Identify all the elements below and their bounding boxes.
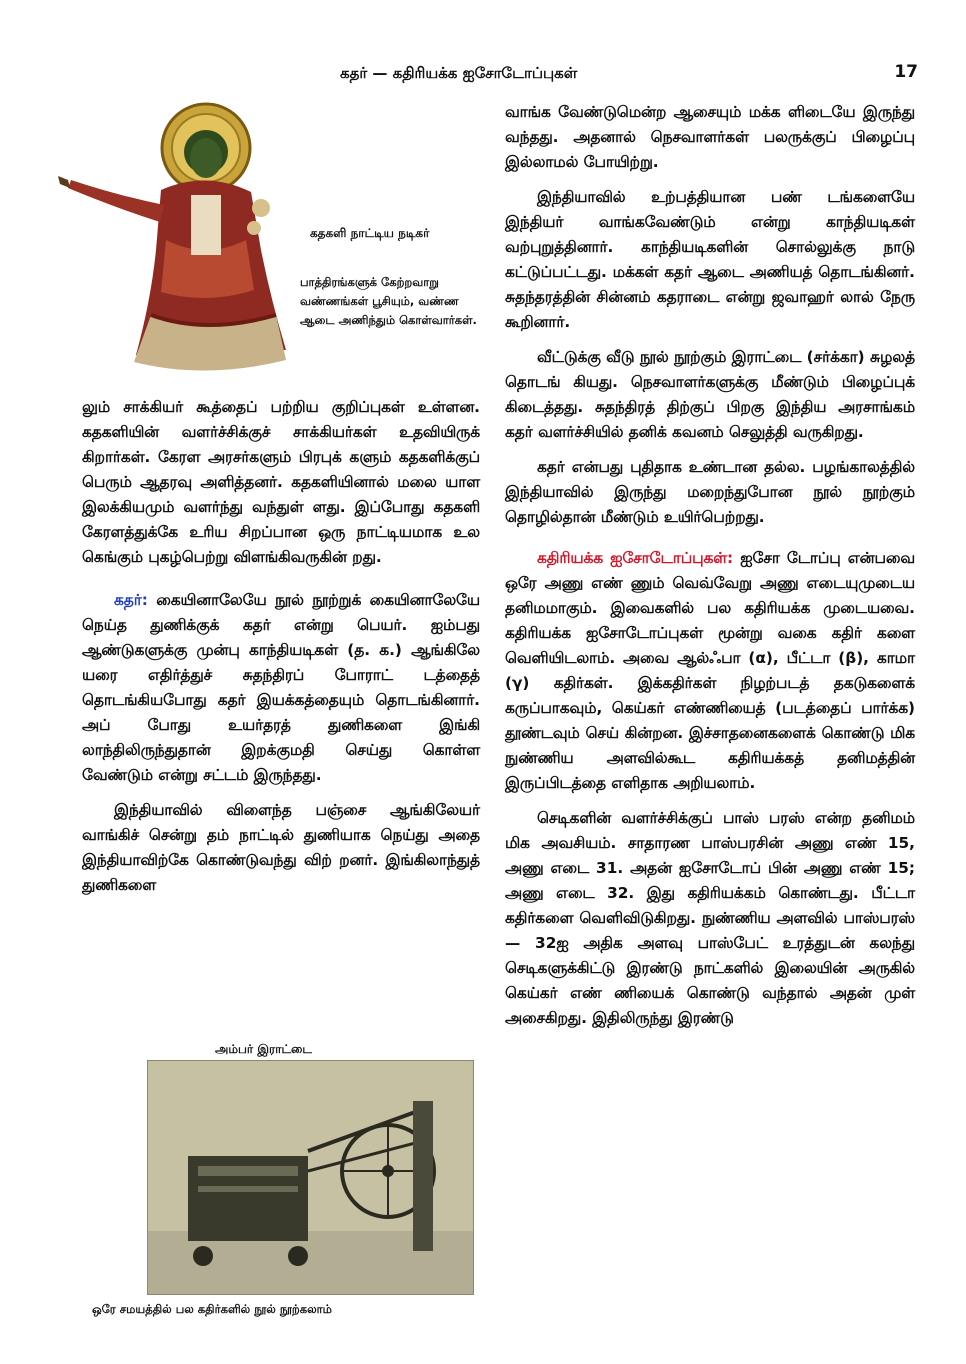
isotopes-keyword: கதிரியக்க ஐசோடோப்புகள்: [537, 549, 734, 567]
right-paragraph-2: இந்தியாவில் உற்பத்தியான பண் டங்களையே இந்தியர் வாங்கவேண்டும் என்று காந்தியடிகள் வற்புறுத்தினார். காந்தியடிகளின் சொல்லுக்கு நாடு கட்டுப்பட்டது. மக்கள் கதர் ஆடை அணியத் தொடங்கினர். சுதந்தரத்தின் சின்னம் கதராடை என்று ஜவாஹர் லால் நேரு கூறினார். [505, 188, 915, 331]
dancer-caption-description: பாத்திரங்களுக் கேற்றவாறு வண்ணங்கள் பூசியும், வண்ண ஆடை அணிந்தும் கொள்வார்கள். [300, 275, 477, 327]
left-column [82, 395, 480, 908]
right-paragraph-3: வீட்டுக்கு வீடு நூல் நூற்கும் இராட்டை (சர்க்கா) சுழலத் தொடங் கியது. நெசவாளர்களுக்கு மீண்டும் பிழைப்புக் கிடைத்தது. சுதந்திரத் திற்குப் பிறகு இந்திய அரசாங்கம் கதர் வளர்ச்சியில் தனிக் கவனம் செலுத்தி வருகிறது. [505, 348, 915, 441]
right-paragraph-4: கதர் என்பது புதிதாக உண்டான தல்ல. பழங்காலத்தில் இந்தியாவில் இருந்து மறைந்துபோன நூல் நூற்கும் தொழில்தான் மீண்டும் உயிர்பெற்றது. [505, 458, 915, 526]
page-header-title: கதர் — கதிரியக்க ஐசோடோப்புகள் [340, 64, 578, 82]
right-column [505, 100, 915, 1041]
isotopes-paragraph-text: ஐசோ டோப்பு என்பவை ஒரே அணு எண் ணும் வெவ்வேறு அணு எடையுமுடைய தனிமமாகும். இவைகளில் பல கதிரியக்க முடையவை. கதிரியக்க ஐசோடோப்புகள் மூன்று வகை கதிர் களை வெளியிடலாம். அவை ஆல்ஃபா (α), பீட்டா (β), காமா (γ) கதிர்கள். இக்கதிர்கள் நிழற்படத் தகடுகளைக் கருப்பாகவும், கெய்கர் எண்ணியைத் (படத்தைப் பார்க்க) தூண்டவும் செய் கின்றன. இச்சாதனைகளைக் கொண்டு மிக நுண்ணிய அளவில்கூட கதிரியக்கத் தனிமத்தின் இருப்பிடத்தை எளிதாக அறியலாம். [505, 549, 915, 792]
left-paragraph-1: லும் சாக்கியர் கூத்தைப் பற்றிய குறிப்புகள் உள்ளன. கதகளியின் வளர்ச்சிக்குச் சாக்கியர்கள் உதவியிருக் கிறார்கள். கேரள அரசர்களும் பிரபுக் களும் கதகளிக்குப் பெரும் ஆதரவு அளித்தனர். கதகளியினால் மலை யாள இலக்கியமும் வளர்ந்து வந்துள் ளது. இப்போது கதகளி கேரளத்துக்கே உரிய சிறப்பான ஒரு நாட்டியமாக உல கெங்கும் புகழ்பெற்று விளங்கிவருகின் றது. [82, 398, 480, 566]
charkha-caption-bottom: ஒரே சமயத்தில் பல கதிர்களில் நூல் நூற்கலாம் [92, 1302, 332, 1316]
khadi-paragraph-text: கையினாலேயே நூல் நூற்றுக் கையினாலேயே நெய்த துணிக்குக் கதர் என்று பெயர். ஐம்பது ஆண்டுகளுக்கு முன்பு காந்தியடிகள் (த. க.) ஆங்கிலே யரை எதிர்த்துச் சுதந்திரப் போராட் டத்தைத் தொடங்கியபோது கதர் இயக்கத்தையும் தொடங்கினார். அப் போது உயர்தரத் துணிகளை இங்கி லாந்திலிருந்துதான் இறக்குமதி செய்து கொள்ள வேண்டும் என்று சட்டம் இருந்தது. [82, 591, 480, 784]
kathakali-dancer-image [56, 100, 296, 385]
right-paragraph-1: வாங்க வேண்டுமென்ற ஆசையும் மக்க ளிடையே இருந்து வந்தது. அதனால் நெசவாளர்கள் பலருக்குப் பிழைப்பு இல்லாமல் போயிற்று. [505, 103, 915, 171]
page-number: 17 [894, 62, 918, 82]
khadi-keyword: கதர்: [114, 591, 148, 609]
left-paragraph-3: இந்தியாவில் விளைந்த பஞ்சை ஆங்கிலேயர் வாங்கிச் சென்று தம் நாட்டில் துணியாக நெய்து அதை இந்தியாவிற்கே கொண்டுவந்து விற் றனர். இங்கிலாந்துத் துணிகளை [82, 801, 480, 894]
charkha-caption-title: அம்பர் இராட்டை [215, 1042, 312, 1056]
right-paragraph-isotopes [505, 546, 915, 796]
right-paragraph-6: செடிகளின் வளர்ச்சிக்குப் பாஸ் பரஸ் என்ற தனிமம் மிக அவசியம். சாதாரண பாஸ்பரசின் அணு எண் 15, அணு எடை 31. அதன் ஐசோடோப் பின் அணு எண் 15; அணு எடை 32. இது கதிரியக்கம் கொண்டது. பீட்டா கதிர்களை வெளிவிடுகிறது. நுண்ணிய அளவில் பாஸ்பரஸ் — 32ஐ அதிக அளவு பாஸ்பேட் உரத்துடன் கலந்து செடிகளுக்கிட்டு இரண்டு நாட்களில் இலையின் அருகில் கெய்கர் எண் ணியைக் கொண்டு வந்தால் அதன் முள் அசைகிறது. இதிலிருந்து இரண்டு [505, 809, 915, 1027]
amber-charkha-image [147, 1060, 474, 1295]
dancer-headdress [162, 104, 250, 192]
dancer-arm [58, 176, 164, 222]
left-paragraph-khadi [82, 588, 480, 788]
dancer-caption-title: கதகளி நாட்டிய நடிகர் [310, 226, 430, 240]
